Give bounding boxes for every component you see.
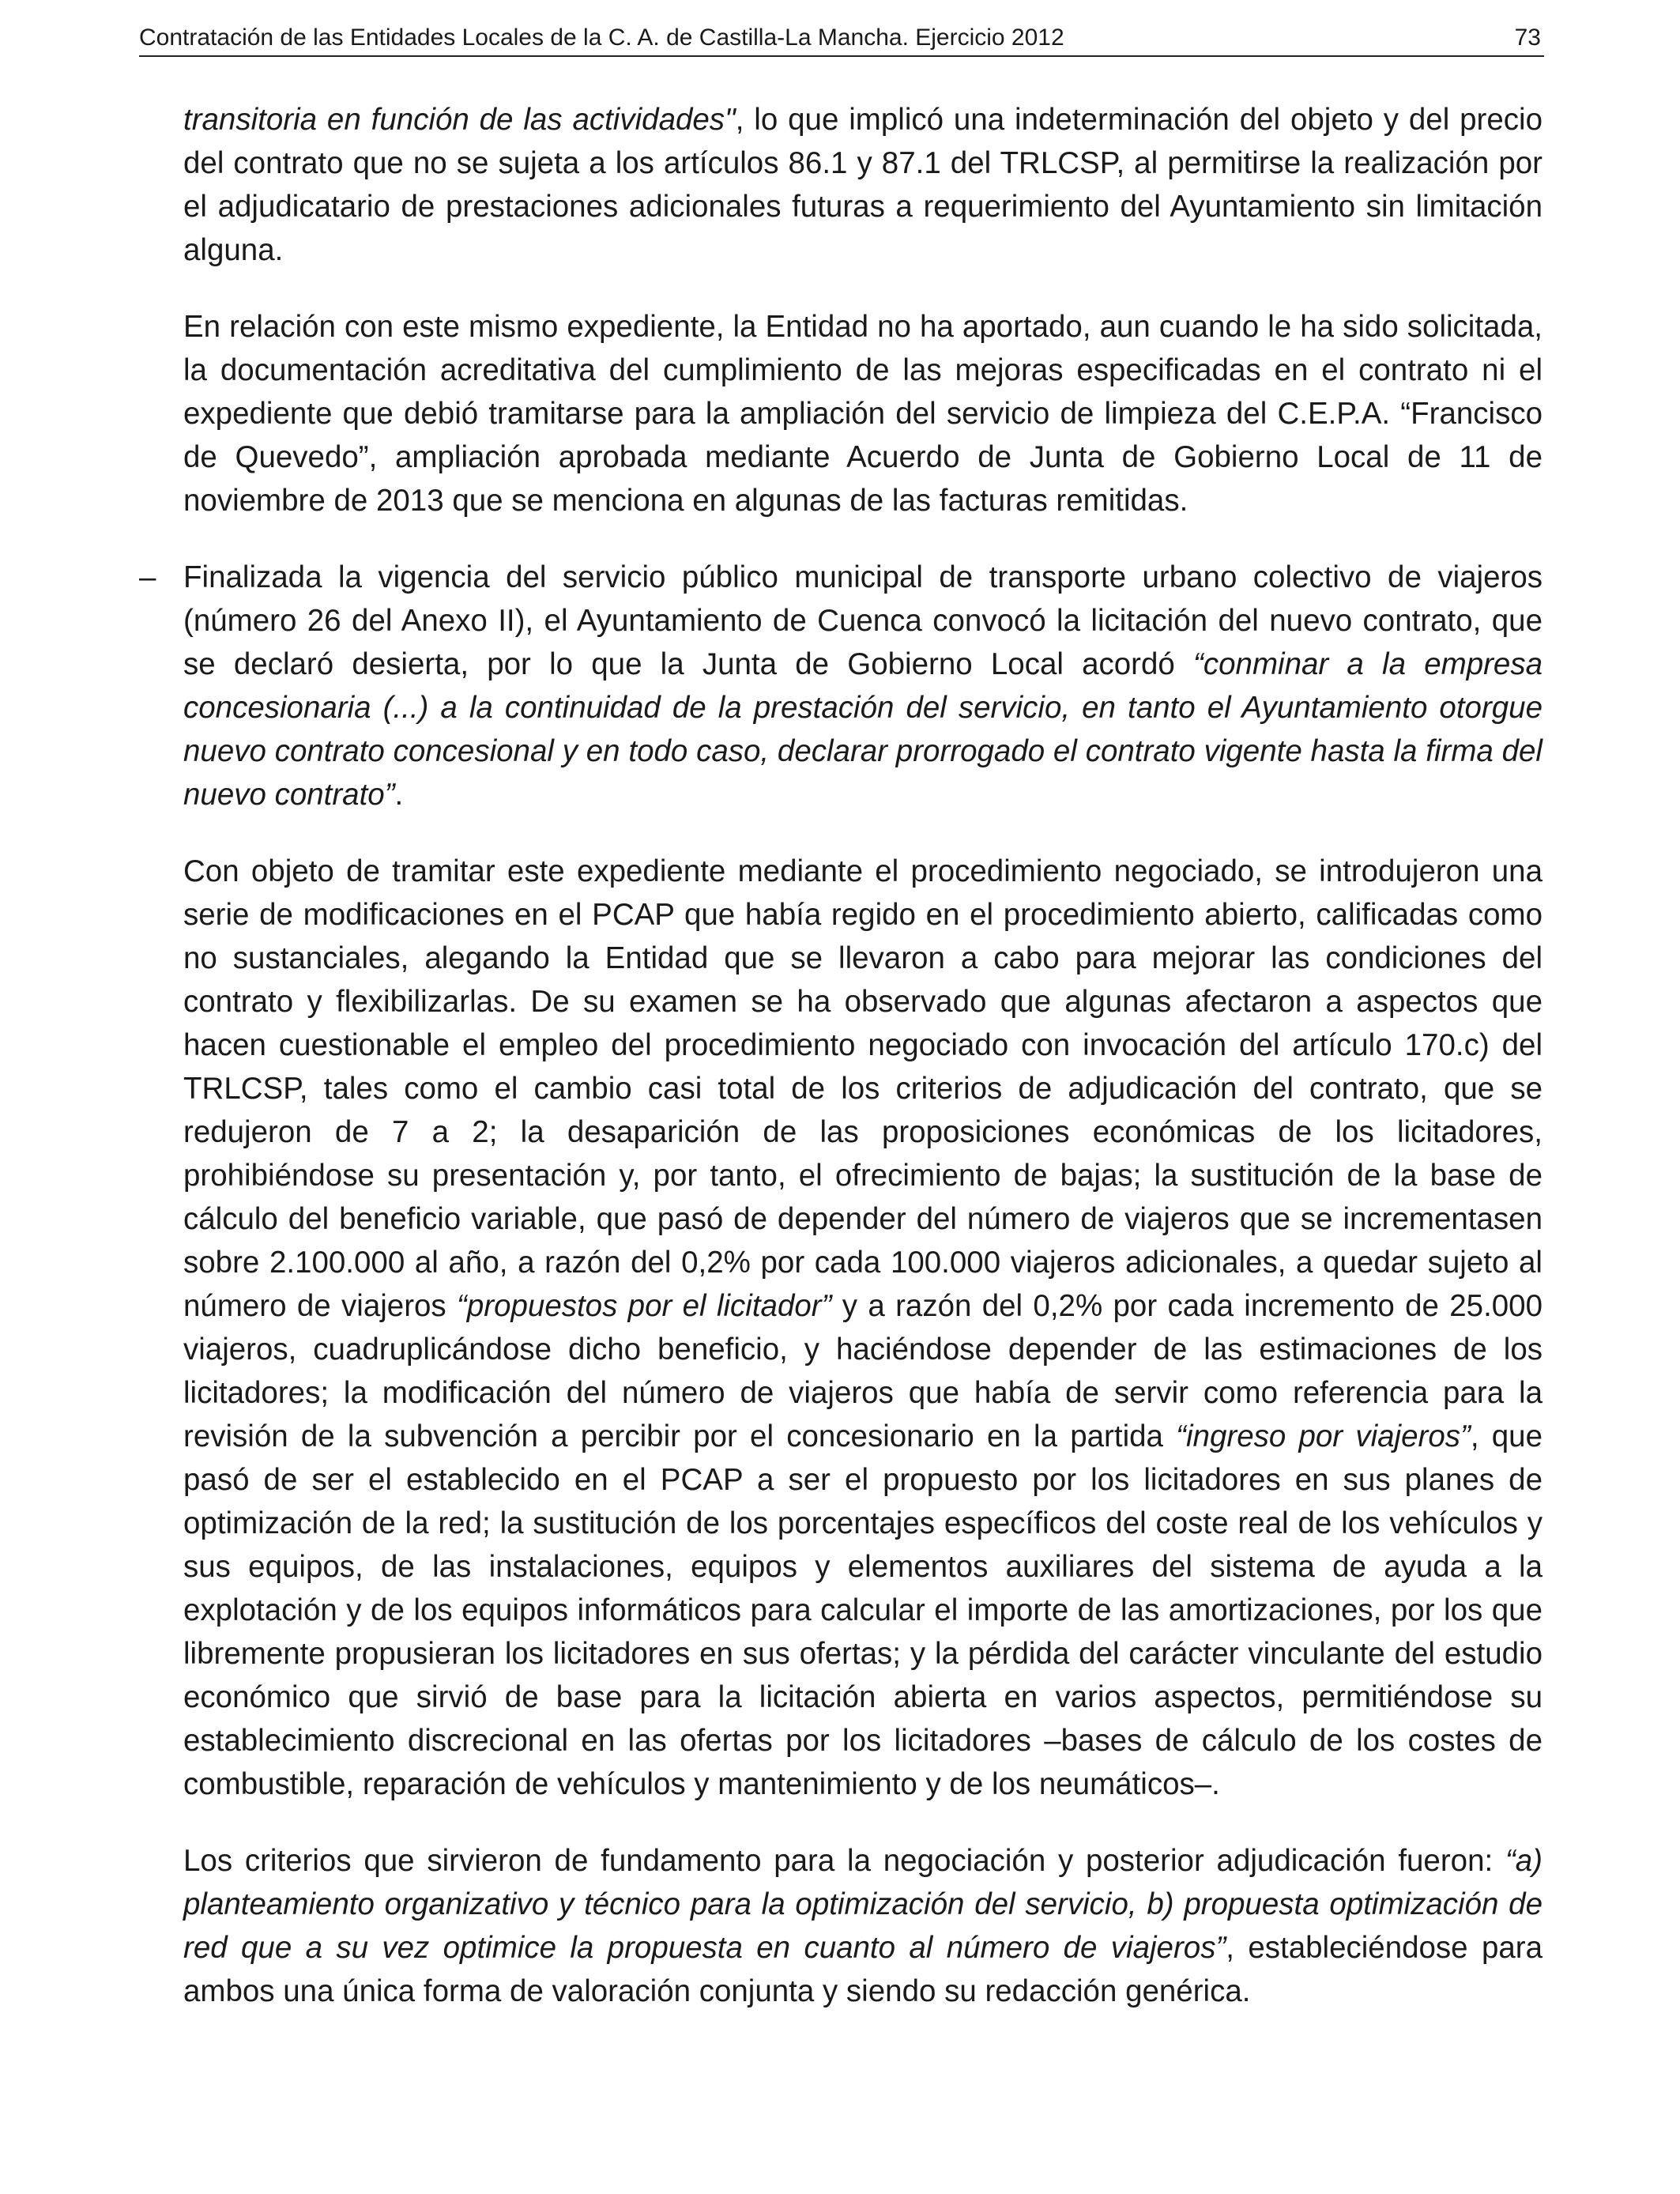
paragraph-2: En relación con este mismo expediente, la Entidad no ha aportado, aun cuando le ha sido solicitada, la documentación acreditativa del cumplimiento de las mejoras especificadas en el contrato ni el expediente que debió tramitarse para la ampliación del servicio de limpieza del C.E.P.A. “Francisco de Quevedo”, ampliación aprobada mediante Acuerdo de Junta de Gobierno Local de 11 de noviembre de 2013 que se menciona en algunas de las facturas remitidas. [183, 310, 1543, 518]
paragraph-text: , lo que implicó una indeterminación del objeto y del precio del contrato que no se sujeta a los artículos 86.1 y 87.1 del TRLCSP, al permitirse la realización por el adjudicatario de prestaciones adicionales futuras a requerimiento del Ayuntamiento sin limitación alguna. [183, 103, 1543, 267]
paragraph-5 [183, 1839, 1543, 2013]
quote-text: “ingreso por viajeros” [1176, 1419, 1471, 1453]
paragraph-text: Finalizada la vigencia del servicio público municipal de transporte urbano colectivo de viajeros (número 26 del Anexo II), el Ayuntamiento de Cuenca convocó la licitación del nuevo contrato, que se declaró desierta, por lo que la Junta de Gobierno Local acordó [183, 560, 1543, 681]
quote-text: transitoria en función de las actividades" [183, 103, 736, 137]
header-title: Contratación de las Entidades Locales de la C. A. de Castilla-La Mancha. Ejercicio 2012 [139, 25, 1064, 51]
paragraph-4 [183, 850, 1543, 1806]
page-header [139, 21, 1544, 57]
page-number: 73 [1514, 25, 1541, 51]
paragraph-text: , que pasó de ser el establecido en el PCAP a ser el propuesto por los licitadores en sus planes de optimización de la red; la sustitución de los porcentajes específicos del coste real de los vehículos y sus equipos, de las instalaciones, equipos y elementos auxiliares del sistema de ayuda a la explotación y de los equipos informáticos para calcular el importe de las amortizaciones, por los que libremente propusieran los licitadores en sus ofertas; y la pérdida del carácter vinculante del estudio económico que sirvió de base para la licitación abierta en varios aspectos, permitiéndose su establecimiento discrecional en las ofertas por los licitadores –bases de cálculo de los costes de combustible, reparación de vehículos y mantenimiento y de los neumáticos–. [183, 1419, 1543, 1801]
paragraph-text: y a razón del 0,2% por cada incremento de 25.000 viajeros, cuadruplicándose dicho beneficio, y haciéndose depender de las estimaciones de los licitadores; la modificación del número de viajeros que había de servir como referencia para la revisión de la subvención a percibir por el concesionario en la partida [183, 1289, 1543, 1453]
paragraph-text: Los criterios que sirvieron de fundamento para la negociación y posterior adjudicación fueron: [183, 1844, 1505, 1878]
paragraph-text: . [394, 778, 404, 812]
bullet-paragraph-3 [139, 556, 1543, 816]
quote-text: “a) planteamiento organizativo y técnico para la optimización del servicio, b) propuesta optimización de red que a su vez optimice la propuesta en cuanto al número de viajeros” [183, 1844, 1543, 1965]
paragraph-text: , estableciéndose para ambos una única forma de valoración conjunta y siendo su redacción genérica. [183, 1931, 1543, 2008]
paragraph-text: Con objeto de tramitar este expediente mediante el procedimiento negociado, se introdujeron una serie de modificaciones en el PCAP que había regido en el procedimiento abierto, calificadas como no sustanciales, alegando la Entidad que se llevaron a cabo para mejorar las condiciones del contrato y flexibilizarlas. De su examen se ha observado que algunas afectaron a aspectos que hacen cuestionable el empleo del procedimiento negociado con invocación del artículo 170.c) del TRLCSP, tales como el cambio casi total de los criterios de adjudicación del contrato, que se redujeron de 7 a 2; la desaparición de las proposiciones económicas de los licitadores, prohibiéndose su presentación y, por tanto, el ofrecimiento de bajas; la sustitución de la base de cálculo del beneficio variable, que pasó de depender del número de viajeros que se incrementasen sobre 2.100.000 al año, a razón del 0,2% por cada 100.000 viajeros adicionales, a quedar sujeto al número de viajeros [183, 854, 1543, 1323]
bullet-dash: – [139, 560, 156, 594]
paragraph-1 [183, 98, 1543, 272]
document-body [139, 98, 1543, 2013]
quote-text: “conminar a la empresa concesionaria (...) a la continuidad de la prestación del servicio, en tanto el Ayuntamiento otorgue nuevo contrato concesional y en todo caso, declarar prorrogado el contrato vigente hasta la firma del nuevo contrato” [183, 647, 1543, 812]
quote-text: “propuestos por el licitador” [457, 1289, 832, 1323]
